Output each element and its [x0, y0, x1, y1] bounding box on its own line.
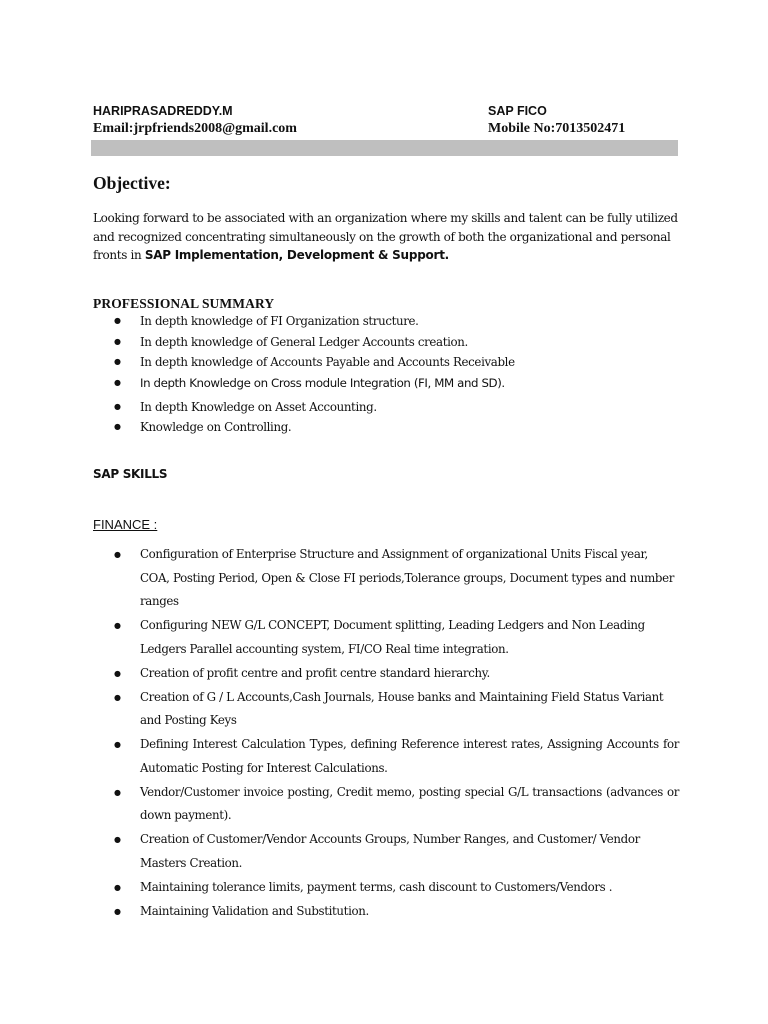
list-item: ● Maintaining Validation and Substitution. [114, 900, 679, 924]
list-item: ● In depth knowledge of Accounts Payable and Accounts Receivable [114, 354, 679, 370]
objective-paragraph [93, 209, 678, 265]
objective-text: Looking forward to be associated with an organization where my skills and talent can be fully utilized and recognized concentrating simultaneously on the growth of both the organizational and personal fronts in [93, 211, 678, 262]
professional-summary-heading: PROFESSIONAL SUMMARY [93, 296, 275, 311]
candidate-role: SAP FICO [488, 104, 547, 118]
list-item: ● In depth knowledge of General Ledger Accounts creation. [114, 334, 679, 350]
list-item: ● In depth knowledge of FI Organization structure. [114, 313, 679, 329]
list-item-text: In depth Knowledge on Cross module Integration (FI, MM and SD). [140, 375, 505, 390]
candidate-name: HARIPRASADREDDY.M [93, 104, 233, 118]
objective-text-bold: SAP Implementation, Development & Support. [144, 248, 449, 262]
list-item: ● Configuring NEW G/L CONCEPT, Document splitting, Leading Ledgers and Non Leading Ledgers Parallel accounting system, FI/CO Real time integration. [114, 614, 679, 661]
finance-subheading: FINANCE : [93, 517, 158, 532]
list-item: ● Defining Interest Calculation Types, defining Reference interest rates, Assigning Accounts for Automatic Posting for Interest Calculations. [114, 733, 679, 780]
list-item: ● Creation of profit centre and profit centre standard hierarchy. [114, 662, 679, 686]
list-item: ● Configuration of Enterprise Structure and Assignment of organizational Units Fiscal year, COA, Posting Period, Open & Close FI periods,Tolerance groups, Document types and number ranges [114, 543, 679, 614]
professional-summary-list [114, 313, 679, 440]
list-item: ● Maintaining tolerance limits, payment terms, cash discount to Customers/Vendors . [114, 876, 679, 900]
header-divider-bar [91, 140, 678, 156]
list-item: ● Creation of Customer/Vendor Accounts Groups, Number Ranges, and Customer/ Vendor Masters Creation. [114, 828, 679, 875]
finance-skills-list [114, 543, 679, 924]
candidate-mobile: Mobile No:7013502471 [488, 121, 626, 136]
candidate-email: Email:jrpfriends2008@gmail.com [93, 121, 297, 136]
objective-heading: Objective: [93, 173, 171, 193]
sap-skills-heading: SAP SKILLS [93, 467, 168, 481]
list-item: ● Creation of G / L Accounts,Cash Journals, House banks and Maintaining Field Status Variant and Posting Keys [114, 686, 679, 733]
list-item: ● Knowledge on Controlling. [114, 419, 679, 435]
list-item [114, 375, 679, 391]
resume-header [93, 103, 678, 137]
list-item: ● In depth Knowledge on Asset Accounting. [114, 399, 679, 415]
list-item: ● Vendor/Customer invoice posting, Credit memo, posting special G/L transactions (advances or down payment). [114, 781, 679, 828]
